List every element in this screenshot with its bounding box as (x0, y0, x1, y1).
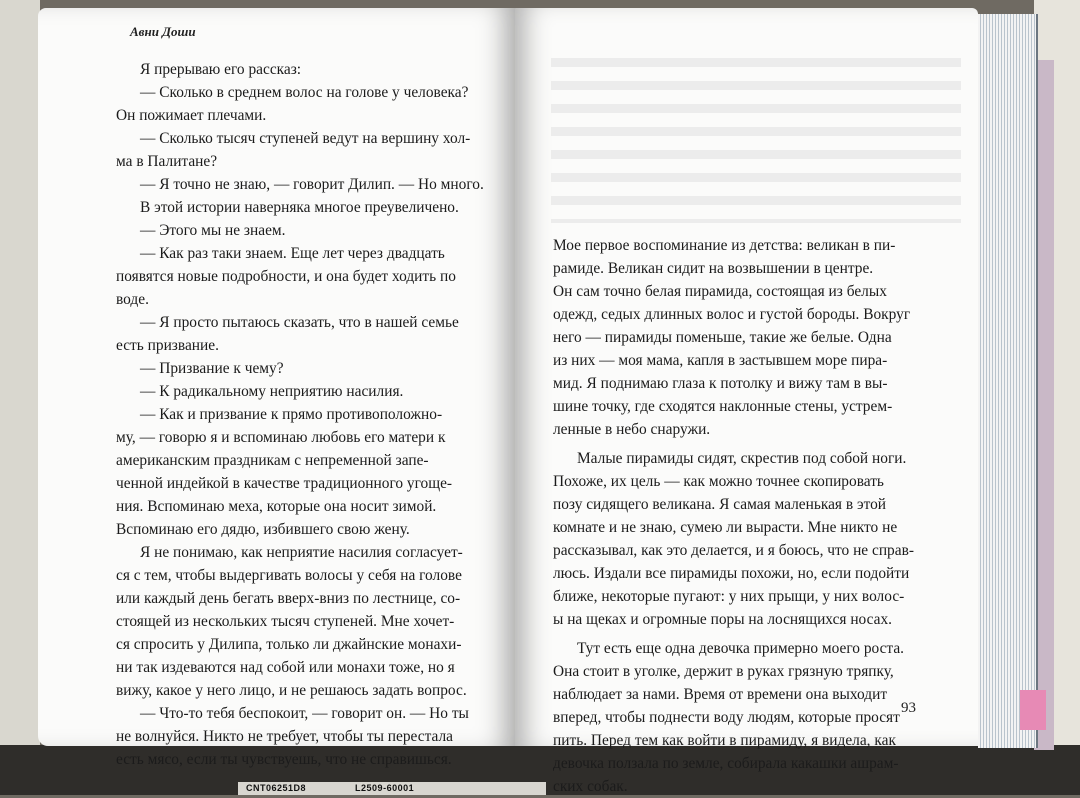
text-line: — К радикальному неприятию насилия. (140, 383, 404, 400)
text-line: стоящей из нескольких тысяч ступеней. Мне хочет- (116, 613, 455, 630)
text-line: есть мясо, если ты чувствуешь, что не справишься. (116, 751, 452, 768)
text-line: мид. Я поднимаю глаза к потолку и вижу там в вы- (553, 375, 888, 392)
text-line: из них — моя мама, капля в застывшем море пира- (553, 352, 888, 369)
text-line: ся с тем, чтобы выдергивать волосы у себя на голове (116, 567, 462, 584)
text-line: — Как раз таки знаем. Еще лет через двадцать (140, 245, 445, 262)
page-number: 93 (901, 700, 916, 716)
running-head-author: Авни Доши (130, 24, 196, 39)
left-page-text (116, 58, 492, 771)
text-line: В этой истории наверняка многое преувеличено. (140, 199, 459, 216)
text-line: Я прерываю его рассказ: (140, 61, 302, 78)
text-line: люсь. Издали все пирамиды похожи, но, если подойти (553, 565, 910, 582)
text-line: му, — говорю я и вспоминаю любовь его матери к (116, 429, 446, 446)
text-line: ченной индейкой в качестве традиционного угоще- (116, 475, 453, 492)
background-left (0, 0, 40, 795)
text-line: вперед, чтобы поднести воду людям, которые просят (553, 709, 900, 726)
text-line: ся спросить у Дилипа, только ли джайнские монахи- (116, 636, 462, 653)
text-line: — Я просто пытаюсь сказать, что в нашей семье (140, 314, 459, 331)
text-line: наблюдает за нами. Время от времени она выходит (553, 686, 888, 703)
text-line: Мое первое воспоминание из детства: великан в пи- (553, 237, 896, 254)
text-line: ма в Палитане? (116, 153, 218, 170)
text-line: одежд, седых длинных волос и густой бороды. Вокруг (553, 306, 911, 323)
scan-code-2: L2509-60001 (355, 783, 415, 793)
text-line: — Как и призвание к прямо противоположно- (140, 406, 443, 423)
text-line: шине точку, где сходятся наклонные стены, устрем- (553, 398, 893, 415)
text-line: Он сам точно белая пирамида, состоящая из белых (553, 283, 887, 300)
right-page-text (553, 234, 959, 798)
text-line: — Сколько в среднем волос на голове у человека? (140, 84, 469, 101)
scan-label (238, 782, 546, 795)
text-line: вижу, какое у него лицо, и не решаюсь задать вопрос. (116, 682, 467, 699)
text-line: — Призвание к чему? (140, 360, 284, 377)
text-line: Я не понимаю, как неприятие насилия согласует- (140, 544, 463, 561)
text-line: Он пожимает плечами. (116, 107, 267, 124)
text-line: появятся новые подробности, и она будет ходить по (116, 268, 456, 285)
text-line: — Сколько тысяч ступеней ведут на вершину хол- (140, 130, 471, 147)
text-line: есть призвание. (116, 337, 219, 354)
text-line: рассказывал, как это делается, и я боюсь, что не справ- (553, 542, 914, 559)
bleed-through (551, 48, 961, 223)
scan-code-1: CNT06251D8 (246, 783, 307, 793)
text-line: ближе, некоторые пугают: у них прыщи, у них волос- (553, 588, 905, 605)
text-line: — Этого мы не знаем. (140, 222, 286, 239)
text-line: ских собак. (553, 778, 628, 795)
text-line: Вспоминаю его дядю, избившего свою жену. (116, 521, 410, 538)
bookmark-ribbon (1020, 690, 1046, 730)
page-stack-edge (978, 14, 1038, 748)
text-line: девочка ползала по земле, собирала какашки ашрам- (553, 755, 899, 772)
text-line: ы на щеках и огромные поры на лоснящихся носах. (553, 611, 893, 628)
left-page (38, 8, 518, 768)
text-line: Тут есть еще одна девочка примерно моего роста. (577, 640, 905, 657)
text-line: рамиде. Великан сидит на возвышении в центре. (553, 260, 874, 277)
text-line: ленные в небо снаружи. (553, 421, 711, 438)
text-line: воде. (116, 291, 149, 308)
text-line: американским праздникам с непременной запе- (116, 452, 429, 469)
text-line: позу сидящего великана. Я самая маленькая в этой (553, 496, 887, 513)
text-line: Похоже, их цель — как можно точнее скопировать (553, 473, 884, 490)
text-line: или каждый день бегать вверх-вниз по лестнице, со- (116, 590, 461, 607)
text-line: него — пирамиды поменьше, такие же белые. Одна (553, 329, 892, 346)
text-line: — Я точно не знаю, — говорит Дилип. — Но много. (140, 176, 484, 193)
text-line: — Что-то тебя беспокоит, — говорит он. — Но ты (140, 705, 469, 722)
text-line: не волнуйся. Никто не требует, чтобы ты перестала (116, 728, 453, 745)
right-page (515, 8, 978, 795)
text-line: комнате и не знаю, сумею ли вырасти. Мне никто не (553, 519, 898, 536)
text-line: Малые пирамиды сидят, скрестив под собой ноги. (577, 450, 907, 467)
text-line: пить. Перед тем как войти в пирамиду, я видела, как (553, 732, 896, 749)
text-line: Она стоит в уголке, держит в руках грязную тряпку, (553, 663, 894, 680)
text-line: ния. Вспоминаю меха, которые она носит зимой. (116, 498, 437, 515)
text-line: ни так издеваются над собой или монахи тоже, но я (116, 659, 455, 676)
